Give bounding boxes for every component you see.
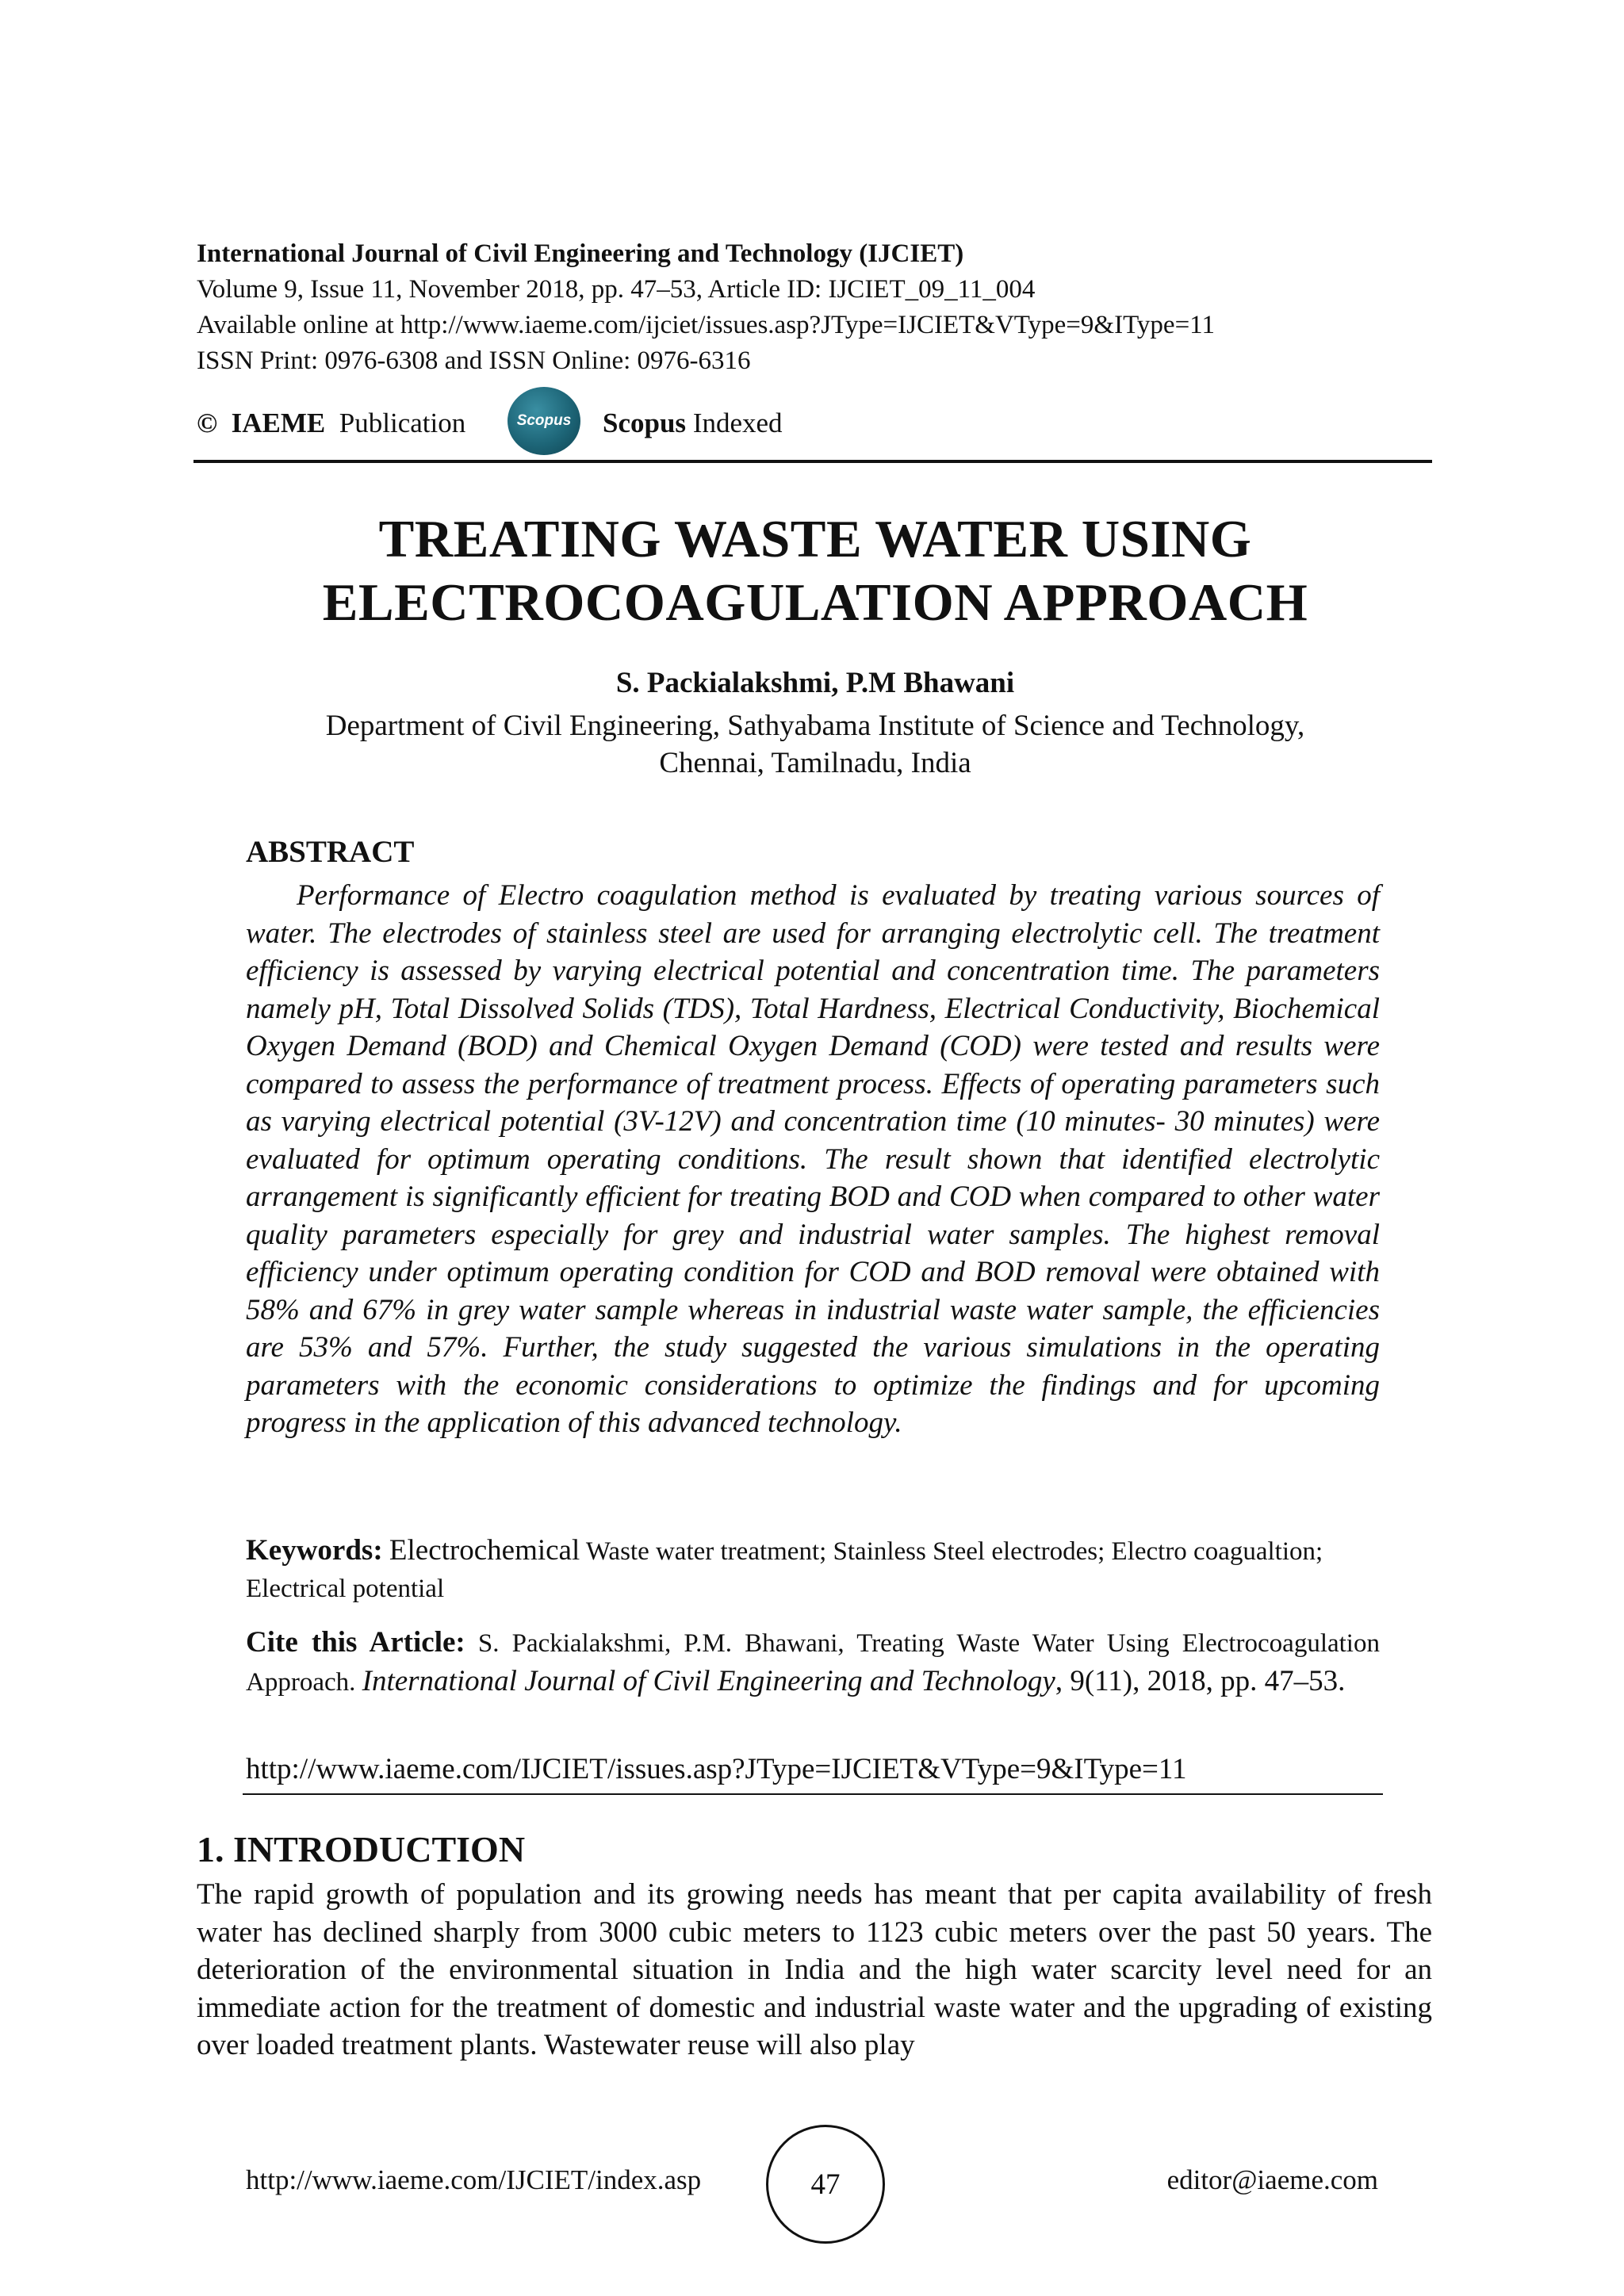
journal-header (197, 236, 1434, 379)
article-url[interactable]: http://www.iaeme.com/IJCIET/issues.asp?JType=IJCIET&VType=9&IType=11 (246, 1753, 1187, 1785)
publication-word: Publication (339, 408, 466, 438)
available-online-line: Available online at http://www.iaeme.com/ijciet/issues.asp?JType=IJCIET&VType=9&IType=11 (197, 311, 1215, 339)
affiliation-line-2: Chennai, Tamilnadu, India (659, 747, 971, 779)
header-divider (193, 460, 1432, 463)
footer-url[interactable]: http://www.iaeme.com/IJCIET/index.asp (246, 2164, 702, 2195)
title-line-1: TREATING WASTE WATER USING (378, 510, 1252, 568)
keywords-label: Keywords: (246, 1534, 383, 1567)
keywords-first: Electrochemical (389, 1534, 580, 1567)
cite-this-article (246, 1624, 1380, 1701)
journal-title: International Journal of Civil Engineering and Technology (IJCIET) (197, 239, 964, 268)
cite-journal: International Journal of Civil Engineering and Technology (362, 1665, 1055, 1697)
keywords (246, 1532, 1380, 1608)
scopus-indexed (603, 408, 783, 439)
publication-row (197, 387, 1434, 458)
introduction-heading: 1. INTRODUCTION (197, 1829, 526, 1869)
authors: S. Packialakshmi, P.M Bhawani (615, 667, 1015, 699)
article-title (197, 507, 1434, 634)
affiliation-line-1: Department of Civil Engineering, Sathyabama Institute of Science and Technology, (325, 710, 1305, 742)
publisher-name: IAEME (231, 408, 326, 438)
abstract-text: Performance of Electro coagulation method is evaluated by treating various sources of water. The electrodes of stainless steel are used for arranging electrolytic cell. The treatment efficiency is assessed by varying electrical potential and concentration time. The parameters namely pH, Total Dissolved Solids (TDS), Total Hardness, Electrical Conductivity, Biochemical Oxygen Demand (BOD) and Chemical Oxygen Demand (COD) were tested and results were compared to assess the performance of treatment process. Effects of operating parameters such as varying electrical potential (3V-12V) and concentration time (10 minutes- 30 minutes) were evaluated for optimum operating conditions. The result shown that identified electrolytic arrangement is significantly efficient for treating BOD and COD when compared to other water quality parameters especially for grey and industrial water samples. The highest removal efficiency under optimum operating condition for COD and BOD removal were obtained with 58% and 67% in grey water sample whereas in industrial waste water sample, the efficiencies are 53% and 57%. Further, the study suggested the various simulations in the operating parameters with the economic considerations to optimize the findings and for upcoming progress in the application of this advanced technology. (246, 879, 1380, 1439)
issn-line: ISSN Print: 0976-6308 and ISSN Online: 0976-6316 (197, 346, 751, 375)
scopus-label: Scopus (603, 408, 687, 438)
cite-tail: , 9(11), 2018, pp. 47–53. (1055, 1665, 1346, 1697)
keywords-list: Waste water treatment; Stainless Steel electrodes; Electro coagualtion; Electrical potential (246, 1537, 1323, 1603)
copyright-symbol: © (197, 408, 218, 438)
page-number-text: 47 (810, 2168, 841, 2201)
cite-label: Cite this Article: (246, 1626, 465, 1659)
affiliation (197, 707, 1434, 782)
indexed-label: Indexed (692, 408, 783, 438)
volume-line: Volume 9, Issue 11, November 2018, pp. 47–53, Article ID: IJCIET_09_11_004 (197, 275, 1036, 304)
url-underline (243, 1793, 1383, 1795)
footer-email[interactable]: editor@iaeme.com (1166, 2164, 1378, 2195)
abstract-heading: ABSTRACT (246, 835, 415, 869)
introduction-text: The rapid growth of population and its growing needs has meant that per capita availability of fresh water has declined sharply from 3000 cubic meters to 1123 cubic meters over the past 50 years. The deterioration of the environmental situation in India and the high water scarcity level need for an immediate action for the treatment of domestic and industrial waste water and the upgrading of existing over loaded treatment plants. Wastewater reuse will also play (197, 1878, 1432, 2061)
title-line-2: ELECTROCOAGULATION APPROACH (322, 573, 1308, 632)
copyright-notice (197, 408, 465, 439)
scopus-logo-text: Scopus (516, 412, 572, 429)
page-number (766, 2125, 885, 2244)
scopus-logo (508, 387, 580, 455)
cite-authors-title: S. Packialakshmi, P.M. Bhawani, Treating Waste Water Using Electrocoagulation Approach. (246, 1629, 1380, 1697)
